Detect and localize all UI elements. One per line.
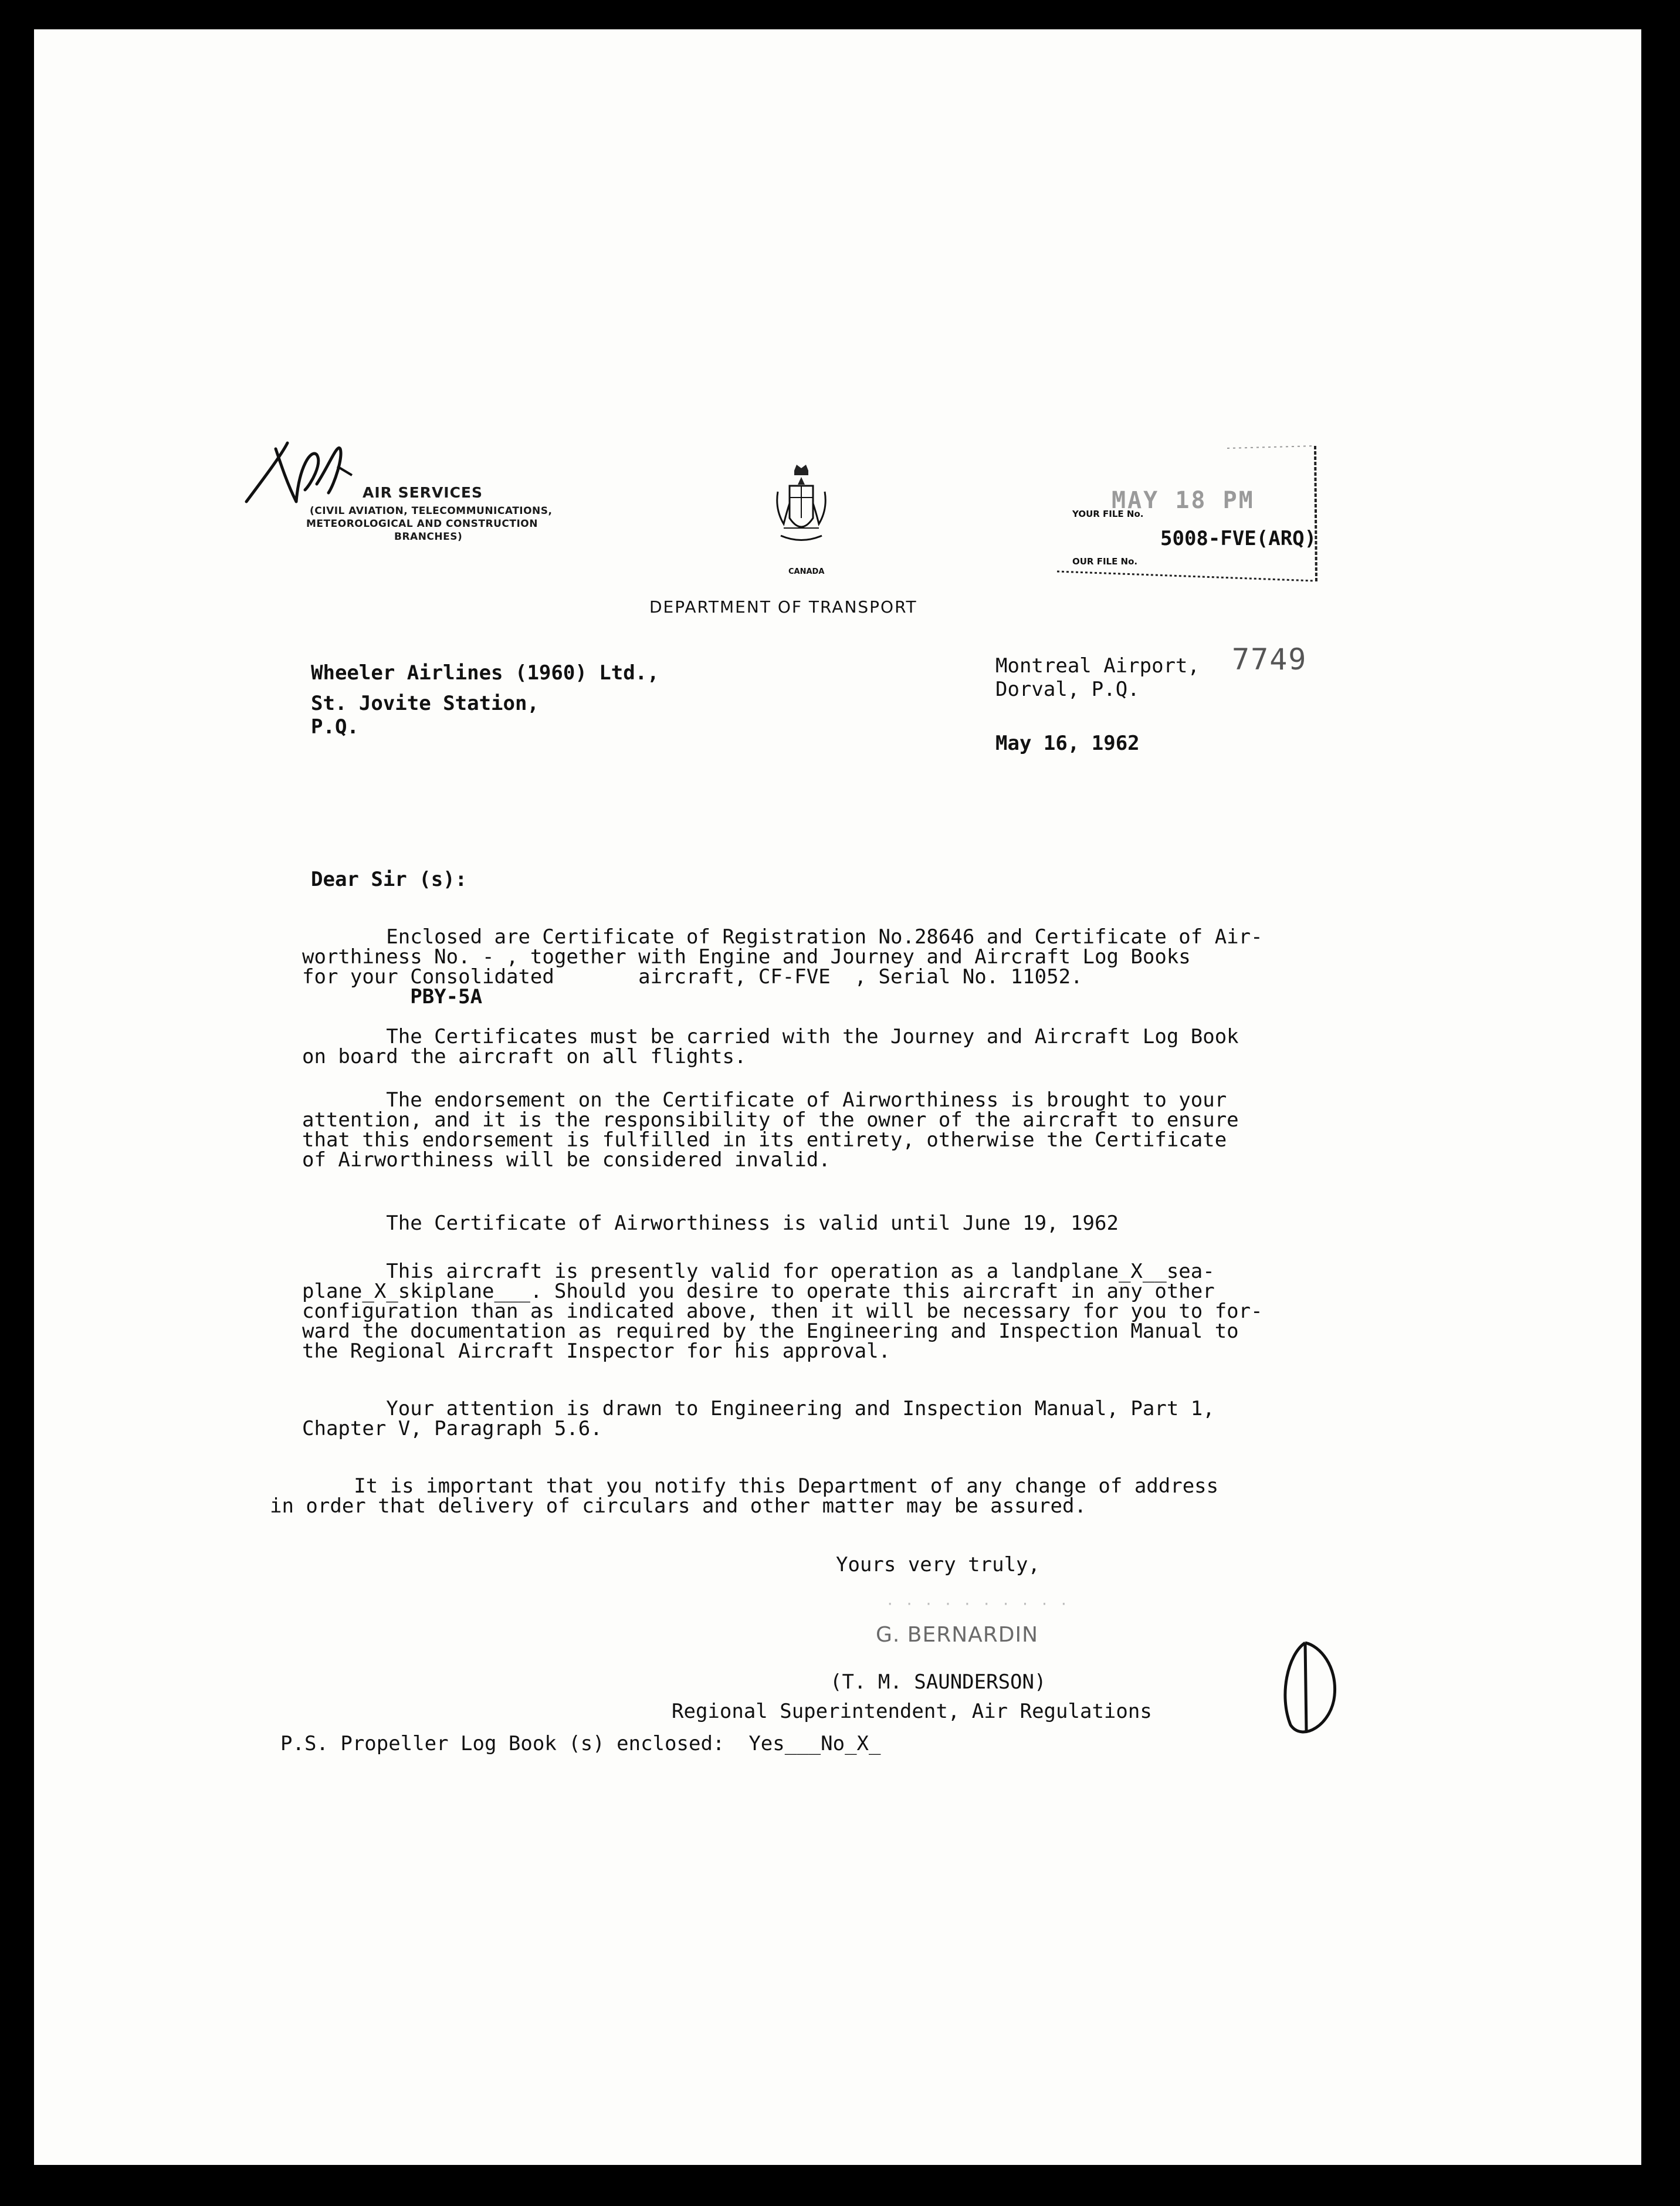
paragraph-1-line-2: worthiness No. - , together with Engine and Journey and Aircraft Log Books [302,945,1191,969]
typed-signatory-name: (T. M. SAUNDERSON) [830,1670,1046,1694]
sender-line-1: Montreal Airport, [995,654,1200,678]
archive-number: 7749 [1232,642,1308,676]
paragraph-5-line-4: ward the documentation as required by the Engineering and Inspection Manual to [302,1319,1239,1343]
postscript: P.S. Propeller Log Book (s) enclosed: Yes___No_X_ [280,1732,881,1755]
handwritten-initials [241,431,358,513]
branch-line-2: METEOROLOGICAL AND CONSTRUCTION [306,518,538,530]
recipient-line-1: Wheeler Airlines (1960) Ltd., [311,661,659,685]
canada-coat-of-arms-icon [772,462,831,562]
salutation: Dear Sir (s): [311,868,468,891]
faint-signature-mark: · · · · · · · · · · [886,1596,1069,1612]
paragraph-3-line-1: The endorsement on the Certificate of Airworthiness is brought to your [302,1088,1227,1112]
paragraph-1-line-4: PBY-5A [302,985,483,1009]
paragraph-3-line-3: that this endorsement is fulfilled in its entirety, otherwise the Certificate [302,1128,1227,1152]
paragraph-7-line-1: It is important that you notify this Department of any change of address [270,1474,1219,1498]
signatory-title: Regional Superintendent, Air Regulations [672,1700,1152,1723]
letter-date: May 16, 1962 [995,732,1140,755]
recipient-line-3: P.Q. [311,715,359,739]
branch-line-1: (CIVIL AVIATION, TELECOMMUNICATIONS, [310,505,553,517]
department-title: DEPARTMENT OF TRANSPORT [649,597,917,617]
paragraph-2-line-2: on board the aircraft on all flights. [302,1045,747,1068]
handwritten-circled-mark [1270,1631,1346,1748]
paragraph-5-line-3: configuration than as indicated above, then it will be necessary for you to for- [302,1300,1263,1323]
paragraph-7-line-2: in order that delivery of circulars and other matter may be assured. [270,1494,1086,1518]
paragraph-5-line-2: plane_X_skiplane___. Should you desire to operate this aircraft in any other [302,1280,1215,1303]
paragraph-6-line-1: Your attention is drawn to Engineering and Inspection Manual, Part 1, [302,1397,1215,1420]
stamped-signatory-name: G. BERNARDIN [876,1623,1039,1647]
your-file-label: YOUR FILE No. [1072,509,1144,519]
paragraph-2-line-1: The Certificates must be carried with the Journey and Aircraft Log Book [302,1025,1239,1048]
paragraph-4-line-1: The Certificate of Airworthiness is valid until June 19, 1962 [302,1212,1119,1235]
our-file-label: OUR FILE No. [1072,556,1138,567]
file-number: 5008-FVE(ARQ) [1160,527,1317,550]
valediction: Yours very truly, [836,1553,1040,1576]
paragraph-3-line-4: of Airworthiness will be considered invalid. [302,1148,831,1172]
paragraph-1-line-3: for your Consolidated aircraft, CF-FVE , Serial No. 11052. [302,965,1083,989]
recipient-line-2: St. Jovite Station, [311,692,539,715]
branch-name: AIR SERVICES [363,484,483,501]
branch-line-3: BRANCHES) [394,531,463,543]
paragraph-5-line-1: This aircraft is presently valid for operation as a landplane_X__sea- [302,1260,1215,1283]
received-date-stamp: MAY 18 PM [1112,487,1255,514]
crest-label: CANADA [788,567,825,576]
paragraph-1-line-1: Enclosed are Certificate of Registration No.28646 and Certificate of Air- [302,925,1263,949]
sender-line-2: Dorval, P.Q. [995,678,1140,701]
paragraph-6-line-2: Chapter V, Paragraph 5.6. [302,1417,602,1440]
paragraph-5-line-5: the Regional Aircraft Inspector for his approval. [302,1339,891,1363]
paragraph-3-line-2: attention, and it is the responsibility of the owner of the aircraft to ensure [302,1108,1239,1132]
